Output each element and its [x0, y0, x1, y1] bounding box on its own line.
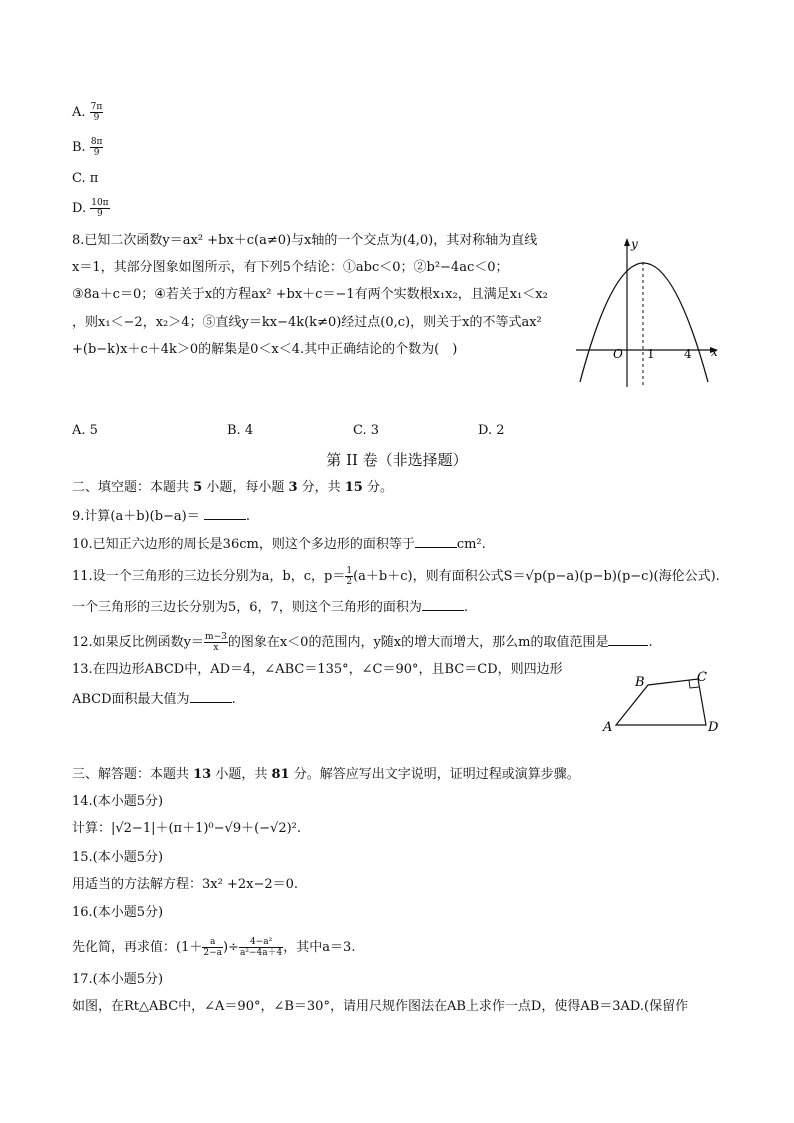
q8-option-a: A. 5: [72, 423, 98, 438]
fraction: $\frac{a}{2-a}$: [203, 937, 222, 958]
q8-line3: ③8a＋c＝0；④若关于x的方程ax² +bx＋c＝−1有两个实数根x₁x₂，且满足x₁＜x₂: [72, 287, 548, 302]
answer-blank[interactable]: [422, 598, 464, 611]
q13-line1: 13.在四边形ABCD中，AD＝4，∠ABC＝135°，∠C＝90°，且BC＝CD，则四边形: [72, 662, 563, 677]
q15-title: 15.(本小题5分): [72, 850, 164, 865]
option-a: A. $\frac{7\pi}{9}$: [72, 102, 103, 123]
section-title: 第 II 卷（非选择题）: [326, 451, 468, 469]
q8-line1: 8.已知二次函数y＝ax² +bx＋c(a≠0)与x轴的一个交点为(4,0)，其对称轴为直线: [72, 233, 538, 248]
label-b: B: [635, 675, 645, 690]
q12: 12.如果反比例函数y＝ $\frac{m-3}{x}$ 的图象在x＜0的范围内，y随x的增大而增大，那么m的取值范围是 .: [72, 632, 653, 653]
q14-title: 14.(本小题5分): [72, 794, 164, 809]
fraction: $\frac{\text{4−a²}}{\text{a²−4a＋4}}$: [239, 937, 283, 958]
label-four: 4: [684, 347, 692, 361]
q8-option-b: B. 4: [227, 423, 254, 438]
solve-header: 三、解答题：本题共 13 小题，共 81 分。解答应写出文字说明，证明过程或演算步骤。: [72, 767, 580, 782]
answer-blank[interactable]: [415, 535, 457, 548]
q8-line4: ，则x₁＜−2，x₂＞4；⑤直线y＝kx−4k(k≠0)经过点(0,c)，则关于x的不等式ax²: [72, 315, 542, 330]
q10: 10.已知正六边形的周长是36cm，则这个多边形的面积等于 cm².: [72, 537, 486, 552]
quadrilateral-figure: [600, 668, 730, 738]
quadrilateral-abcd: [616, 679, 706, 725]
q8-option-c: C. 3: [353, 423, 380, 438]
q16-body: 先化简，再求值：(1＋ $\frac{a}{2-a}$ )÷ $\frac{\text{4−a²}}{\text{a²−4a＋4}}$ ，其中a＝3.: [72, 937, 356, 958]
label-a: A: [603, 720, 613, 735]
q16-title: 16.(本小题5分): [72, 905, 164, 920]
parabola-curve: [580, 263, 708, 382]
fraction: $\frac{m-3}{x}$: [205, 632, 227, 653]
q8-option-d: D. 2: [478, 423, 505, 438]
option-d: D. $\frac{10\pi}{9}$: [72, 198, 109, 219]
y-axis-arrow: [624, 238, 630, 246]
q17-title: 17.(本小题5分): [72, 972, 164, 987]
answer-blank[interactable]: [204, 507, 246, 520]
label-x: x: [711, 345, 718, 359]
q11-line2: 一个三角形的三边长分别为5，6，7，则这个三角形的面积为 .: [72, 600, 468, 615]
option-c: C. π: [72, 171, 99, 186]
q11-line1: 11.设一个三角形的三边长分别为a，b，c，p＝ $\frac{1}{2}$ (a＋b＋c)，则有面积公式S＝√p(p−a)(p−b)(p−c)(海伦公式).: [72, 566, 720, 587]
option-b: B. $\frac{8\pi}{9}$: [72, 137, 103, 158]
q8-line2: x＝1，其部分图象如图所示，有下列5个结论：①abc＜0；②b²−4ac＜0；: [72, 260, 509, 275]
q17-body: 如图，在Rt△ABC中，∠A＝90°，∠B＝30°，请用尺规作图法在AB上求作一点D，使得AB＝3AD.(保留作: [72, 999, 689, 1014]
q8-line5: +(b−k)x＋c＋4k＞0的解集是0＜x＜4.其中正确结论的个数为( ): [72, 342, 458, 357]
q15-body: 用适当的方法解方程：3x² +2x−2＝0.: [72, 877, 299, 892]
parabola-graph: [572, 232, 732, 392]
answer-blank[interactable]: [608, 633, 648, 646]
label-one: 1: [647, 347, 655, 361]
label-origin: O: [613, 347, 623, 361]
q14-body: 计算：|√2−1|＋(π＋1)⁰−√9＋(−√2)².: [72, 821, 302, 836]
fraction: $\frac{1}{2}$: [346, 566, 353, 587]
fraction: $\frac{10\pi}{9}$: [91, 198, 109, 219]
fraction: $\frac{8\pi}{9}$: [90, 137, 103, 158]
answer-blank[interactable]: [190, 690, 232, 703]
label-d: D: [708, 720, 719, 735]
fill-header: 二、填空题：本题共 5 小题，每小题 3 分，共 15 分。: [72, 480, 393, 495]
q13-line2: ABCD面积最大值为 .: [72, 692, 236, 707]
label-y: y: [631, 237, 638, 251]
q9: 9.计算(a＋b)(b−a)＝ .: [72, 509, 251, 524]
fraction: $\frac{7\pi}{9}$: [90, 102, 103, 123]
label-c: C: [697, 670, 707, 685]
